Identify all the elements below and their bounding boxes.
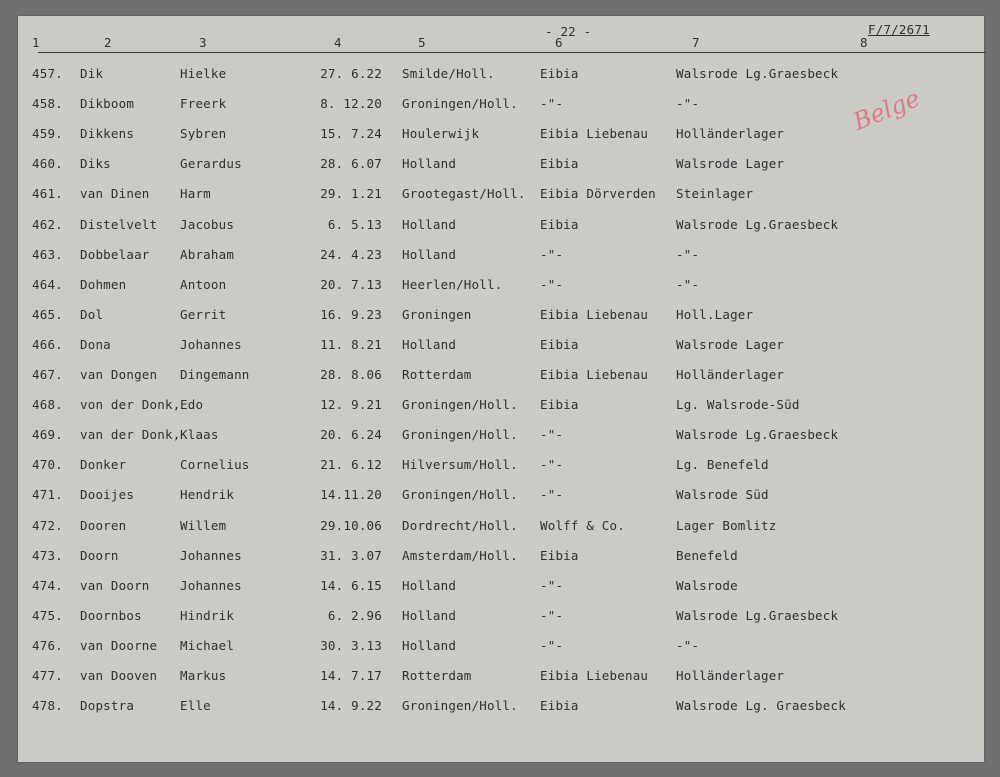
given-name: Freerk <box>180 96 227 112</box>
employer: Eibia <box>540 547 579 563</box>
table-row <box>18 96 984 116</box>
employer: -"- <box>540 457 564 473</box>
table-row <box>18 427 984 447</box>
camp: -"- <box>676 96 700 112</box>
surname: van der Donk, <box>80 427 181 443</box>
camp: Walsrode Süd <box>676 487 769 503</box>
table-row <box>18 518 984 538</box>
origin-place: Hilversum/Holl. <box>402 457 518 473</box>
origin-place: Heerlen/Holl. <box>402 276 503 292</box>
entry-number: 461. <box>32 186 63 202</box>
camp: Walsrode <box>676 577 738 593</box>
entry-number: 477. <box>32 668 63 683</box>
entry-number: 474. <box>32 577 63 593</box>
birth-date: 14. 6.15 <box>320 577 382 593</box>
header-rule <box>38 52 986 53</box>
table-row <box>18 668 984 688</box>
given-name: Klaas <box>180 427 219 443</box>
entry-number: 466. <box>32 336 63 352</box>
origin-place: Holland <box>402 216 457 232</box>
table-row <box>18 217 984 237</box>
birth-date: 6. 5.13 <box>327 216 382 232</box>
document-sheet <box>18 16 984 762</box>
surname: van Doorne <box>80 637 158 653</box>
camp: Lg. Walsrode-Süd <box>676 397 800 413</box>
birth-date: 6. 2.96 <box>327 607 382 623</box>
employer: -"- <box>540 577 564 593</box>
given-name: Hendrik <box>180 487 235 503</box>
camp: Walsrode Lg.Graesbeck <box>676 216 839 232</box>
entry-number: 465. <box>32 306 63 322</box>
origin-place: Holland <box>402 577 457 593</box>
origin-place: Amsterdam/Holl. <box>402 547 518 563</box>
origin-place: Holland <box>402 246 457 262</box>
given-name: Johannes <box>180 336 242 352</box>
page-number: - 22 - <box>545 24 592 39</box>
column-number-5: 5 <box>418 35 426 50</box>
table-row <box>18 367 984 387</box>
entry-number: 460. <box>32 156 63 172</box>
origin-place: Smilde/Holl. <box>402 66 495 81</box>
birth-date: 11. 8.21 <box>320 336 382 352</box>
employer: -"- <box>540 487 564 503</box>
origin-place: Grootegast/Holl. <box>402 186 526 202</box>
camp: Holl.Lager <box>676 306 754 322</box>
entry-number: 462. <box>32 216 63 232</box>
surname: Donker <box>80 457 127 473</box>
given-name: Sybren <box>180 126 227 142</box>
birth-date: 28. 8.06 <box>320 367 382 382</box>
origin-place: Groningen/Holl. <box>402 487 518 503</box>
origin-place: Dordrecht/Holl. <box>402 517 518 533</box>
birth-date: 31. 3.07 <box>320 547 382 563</box>
column-number-1: 1 <box>32 35 40 50</box>
birth-date: 30. 3.13 <box>320 637 382 653</box>
table-row <box>18 698 984 718</box>
entry-number: 468. <box>32 397 63 413</box>
entry-number: 458. <box>32 96 63 112</box>
surname: Dona <box>80 336 111 352</box>
table-row <box>18 337 984 357</box>
document-reference: F/7/2671 <box>868 22 930 37</box>
surname: Dikkens <box>80 126 135 142</box>
entry-number: 478. <box>32 698 63 714</box>
employer: -"- <box>540 637 564 653</box>
employer: Eibia <box>540 698 579 714</box>
column-number-8: 8 <box>860 35 868 50</box>
surname: Distelvelt <box>80 216 158 232</box>
surname: van Dinen <box>80 186 150 202</box>
camp: Walsrode Lg.Graesbeck <box>676 427 839 443</box>
birth-date: 21. 6.12 <box>320 457 382 473</box>
surname: Dooijes <box>80 487 135 503</box>
given-name: Johannes <box>180 547 242 563</box>
table-row <box>18 307 984 327</box>
table-row <box>18 578 984 598</box>
given-name: Elle <box>180 698 211 714</box>
employer: -"- <box>540 96 564 112</box>
origin-place: Rotterdam <box>402 668 472 683</box>
employer: -"- <box>540 427 564 443</box>
surname: van Dongen <box>80 367 158 382</box>
surname: van Dooven <box>80 668 158 683</box>
entry-number: 457. <box>32 66 63 81</box>
surname: Dikboom <box>80 96 135 112</box>
table-row <box>18 608 984 628</box>
surname: Dohmen <box>80 276 127 292</box>
employer: Eibia <box>540 216 579 232</box>
birth-date: 14. 7.17 <box>320 668 382 683</box>
birth-date: 16. 9.23 <box>320 306 382 322</box>
table-row <box>18 66 984 86</box>
camp: -"- <box>676 246 700 262</box>
origin-place: Rotterdam <box>402 367 472 382</box>
table-row <box>18 397 984 417</box>
given-name: Cornelius <box>180 457 250 473</box>
camp: Walsrode Lager <box>676 336 785 352</box>
origin-place: Groningen/Holl. <box>402 698 518 714</box>
table-row <box>18 638 984 658</box>
column-number-4: 4 <box>334 35 342 50</box>
employer: Eibia <box>540 66 579 81</box>
origin-place: Groningen <box>402 306 472 322</box>
table-row <box>18 277 984 297</box>
given-name: Jacobus <box>180 216 235 232</box>
table-row <box>18 186 984 206</box>
birth-date: 27. 6.22 <box>320 66 382 81</box>
entry-number: 464. <box>32 276 63 292</box>
given-name: Gerardus <box>180 156 242 172</box>
camp: Walsrode Lg.Graesbeck <box>676 66 839 81</box>
camp: Lg. Benefeld <box>676 457 769 473</box>
birth-date: 20. 7.13 <box>320 276 382 292</box>
given-name: Dingemann <box>180 367 250 382</box>
surname: Dooren <box>80 517 127 533</box>
employer: -"- <box>540 607 564 623</box>
column-number-2: 2 <box>104 35 112 50</box>
surname: Doorn <box>80 547 119 563</box>
employer: Eibia Dörverden <box>540 186 656 202</box>
employer: Wolff & Co. <box>540 517 625 533</box>
entry-number: 471. <box>32 487 63 503</box>
employer: Eibia Liebenau <box>540 306 649 322</box>
entry-number: 473. <box>32 547 63 563</box>
column-number-6: 6 <box>555 35 563 50</box>
entry-number: 459. <box>32 126 63 142</box>
table-row <box>18 156 984 176</box>
given-name: Johannes <box>180 577 242 593</box>
camp: Walsrode Lg.Graesbeck <box>676 607 839 623</box>
employer: Eibia Liebenau <box>540 367 649 382</box>
origin-place: Houlerwijk <box>402 126 480 142</box>
given-name: Hielke <box>180 66 227 81</box>
employer: Eibia Liebenau <box>540 126 649 142</box>
employer: -"- <box>540 246 564 262</box>
origin-place: Holland <box>402 607 457 623</box>
camp: Holländerlager <box>676 367 785 382</box>
entry-number: 463. <box>32 246 63 262</box>
camp: Holländerlager <box>676 668 785 683</box>
employer: -"- <box>540 276 564 292</box>
given-name: Willem <box>180 517 227 533</box>
entry-number: 467. <box>32 367 63 382</box>
birth-date: 14. 9.22 <box>320 698 382 714</box>
given-name: Gerrit <box>180 306 227 322</box>
surname: van Doorn <box>80 577 150 593</box>
surname: Dobbelaar <box>80 246 150 262</box>
camp: Lager Bomlitz <box>676 517 777 533</box>
table-row <box>18 487 984 507</box>
employer: Eibia <box>540 397 579 413</box>
entry-number: 470. <box>32 457 63 473</box>
entry-number: 469. <box>32 427 63 443</box>
table-row <box>18 126 984 146</box>
entry-number: 475. <box>32 607 63 623</box>
origin-place: Groningen/Holl. <box>402 96 518 112</box>
surname: Doornbos <box>80 607 142 623</box>
given-name: Abraham <box>180 246 235 262</box>
camp: Benefeld <box>676 547 738 563</box>
given-name: Hindrik <box>180 607 235 623</box>
surname: Dik <box>80 66 104 81</box>
birth-date: 15. 7.24 <box>320 126 382 142</box>
birth-date: 20. 6.24 <box>320 427 382 443</box>
table-row <box>18 548 984 568</box>
origin-place: Holland <box>402 336 457 352</box>
table-row <box>18 457 984 477</box>
entry-number: 476. <box>32 637 63 653</box>
table-row <box>18 247 984 267</box>
birth-date: 12. 9.21 <box>320 397 382 413</box>
employer: Eibia <box>540 156 579 172</box>
camp: Walsrode Lg. Graesbeck <box>676 698 846 714</box>
birth-date: 24. 4.23 <box>320 246 382 262</box>
entry-number: 472. <box>32 517 63 533</box>
employer: Eibia Liebenau <box>540 668 649 683</box>
given-name: Markus <box>180 668 227 683</box>
handwritten-annotation: Belge <box>849 84 924 136</box>
birth-date: 29. 1.21 <box>320 186 382 202</box>
camp: Holländerlager <box>676 126 785 142</box>
origin-place: Groningen/Holl. <box>402 397 518 413</box>
camp: -"- <box>676 276 700 292</box>
given-name: Michael <box>180 637 235 653</box>
camp: -"- <box>676 637 700 653</box>
birth-date: 14.11.20 <box>320 487 382 503</box>
birth-date: 29.10.06 <box>320 517 382 533</box>
employer: Eibia <box>540 336 579 352</box>
birth-date: 28. 6.07 <box>320 156 382 172</box>
surname: Dol <box>80 306 104 322</box>
origin-place: Groningen/Holl. <box>402 427 518 443</box>
origin-place: Holland <box>402 637 457 653</box>
origin-place: Holland <box>402 156 457 172</box>
surname: Dopstra <box>80 698 135 714</box>
birth-date: 8. 12.20 <box>320 96 382 112</box>
camp: Steinlager <box>676 186 754 202</box>
surname: von der Donk, <box>80 397 181 413</box>
given-name: Harm <box>180 186 211 202</box>
camp: Walsrode Lager <box>676 156 785 172</box>
column-number-3: 3 <box>199 35 207 50</box>
given-name: Edo <box>180 397 204 413</box>
surname: Diks <box>80 156 111 172</box>
given-name: Antoon <box>180 276 227 292</box>
column-number-7: 7 <box>692 35 700 50</box>
